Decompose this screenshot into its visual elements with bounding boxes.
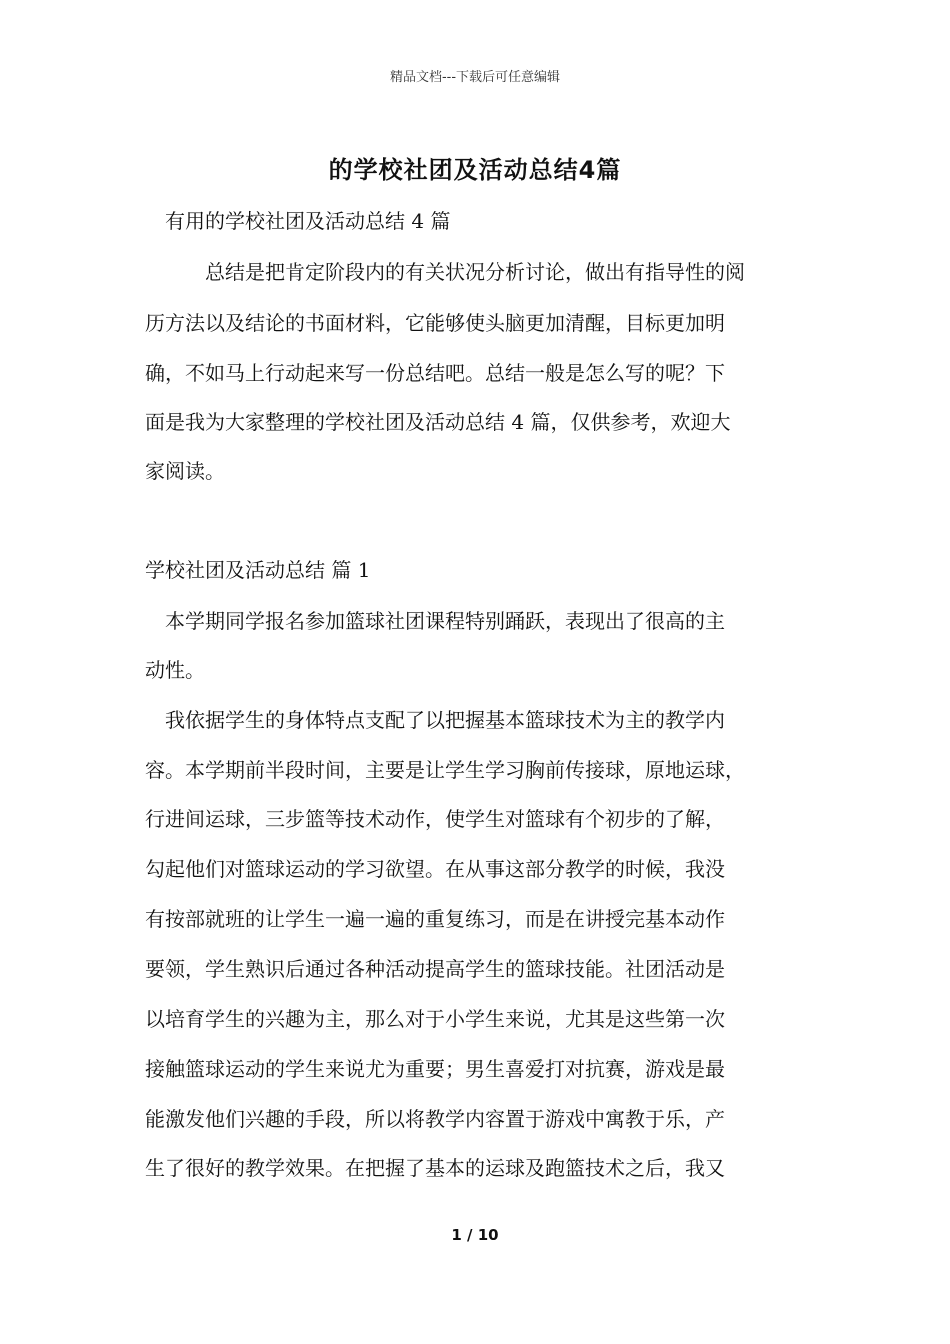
paragraph-line: 确，不如马上行动起来写一份总结吧。总结一般是怎么写的呢？下: [145, 361, 725, 385]
page-number: 1 / 10: [451, 1226, 499, 1244]
paragraph-line: 容。本学期前半段时间，主要是让学生学习胸前传接球，原地运球，: [145, 758, 745, 782]
paragraph-line: 本学期同学报名参加篮球社团课程特别踊跃，表现出了很高的主: [165, 609, 725, 633]
paragraph-line: 行进间运球，三步篮等技术动作，使学生对篮球有个初步的了解，: [145, 807, 725, 831]
paragraph-line: 总结是把肯定阶段内的有关状况分析讨论，做出有指导性的阅: [205, 260, 745, 284]
document-title: 的学校社团及活动总结4篇: [328, 156, 622, 184]
paragraph-line: 要领，学生熟识后通过各种活动提高学生的篮球技能。社团活动是: [145, 957, 725, 981]
paragraph-line: 有按部就班的让学生一遍一遍的重复练习，而是在讲授完基本动作: [145, 907, 725, 931]
paragraph-line: 历方法以及结论的书面材料，它能够使头脑更加清醒，目标更加明: [145, 311, 725, 335]
subtitle-line: 有用的学校社团及活动总结 4 篇: [165, 209, 451, 233]
paragraph-line: 以培育学生的兴趣为主，那么对于小学生来说，尤其是这些第一次: [145, 1007, 725, 1031]
paragraph-line: 生了很好的教学效果。在把握了基本的运球及跑篮技术之后，我又: [145, 1156, 725, 1180]
section-heading: 学校社团及活动总结 篇 1: [145, 558, 371, 582]
paragraph-line: 我依据学生的身体特点支配了以把握基本篮球技术为主的教学内: [165, 708, 725, 732]
page-header: 精品文档---下载后可任意编辑: [389, 70, 561, 85]
paragraph-line: 动性。: [145, 658, 205, 682]
paragraph-line: 面是我为大家整理的学校社团及活动总结 4 篇，仅供参考，欢迎大: [145, 410, 731, 434]
paragraph-line: 接触篮球运动的学生来说尤为重要；男生喜爱打对抗赛，游戏是最: [145, 1057, 725, 1081]
paragraph-line: 勾起他们对篮球运动的学习欲望。在从事这部分教学的时候，我没: [145, 857, 725, 881]
paragraph-line: 能激发他们兴趣的手段，所以将教学内容置于游戏中寓教于乐，产: [145, 1107, 725, 1131]
paragraph-line: 家阅读。: [145, 459, 225, 483]
